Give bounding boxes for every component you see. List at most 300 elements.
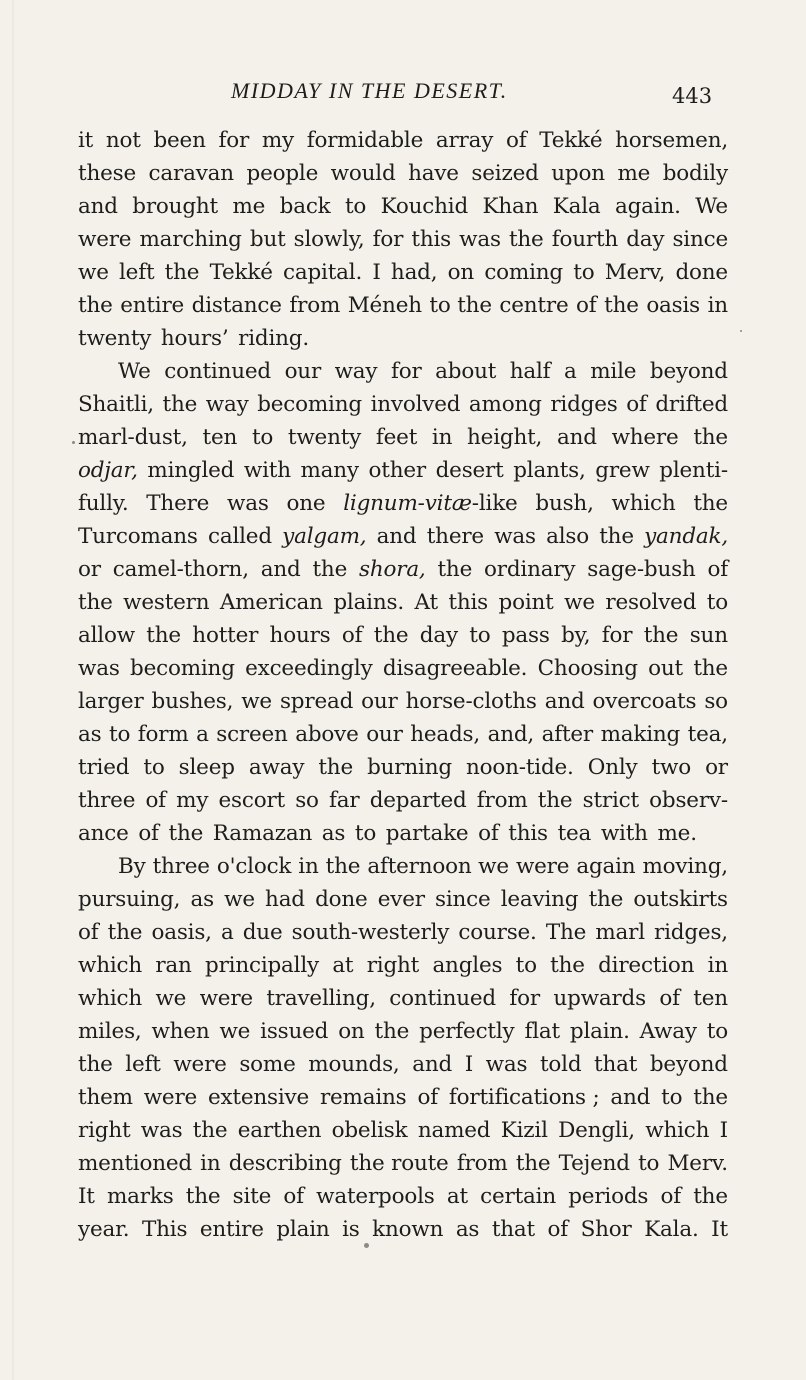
page-header <box>0 78 806 112</box>
word: people <box>246 161 319 186</box>
text-line <box>78 619 728 652</box>
word: this <box>411 227 452 252</box>
word: By <box>118 854 146 879</box>
text-line <box>78 751 728 784</box>
text-line <box>78 487 728 520</box>
word: describing <box>228 1151 342 1176</box>
word: ten <box>202 425 238 450</box>
word: not <box>105 128 141 153</box>
word: hours <box>269 623 331 648</box>
word: screen <box>216 722 288 747</box>
word: We <box>695 194 728 219</box>
word: beyond <box>649 359 728 384</box>
word: we <box>241 689 272 714</box>
word: when <box>151 1019 210 1044</box>
word: the <box>192 1118 228 1143</box>
word: centre <box>499 293 569 318</box>
text-line <box>78 817 728 850</box>
word: to <box>109 722 131 747</box>
word: upon <box>551 161 605 186</box>
word: riding. <box>238 326 309 351</box>
word: far <box>329 788 360 813</box>
word: about <box>435 359 497 384</box>
word: caravan <box>148 161 234 186</box>
word: some <box>239 1052 296 1077</box>
text-line <box>78 784 728 817</box>
word: site <box>232 1184 272 1209</box>
word: to <box>573 260 595 285</box>
text-line <box>78 553 728 586</box>
word: left <box>119 260 155 285</box>
text-line <box>78 256 728 289</box>
word: told <box>539 1052 582 1077</box>
word: named <box>417 1118 491 1143</box>
word: the <box>78 590 113 615</box>
word: odjar, <box>78 458 138 483</box>
word: the <box>78 1052 113 1077</box>
word: continued <box>389 986 496 1011</box>
word: the <box>693 1184 728 1209</box>
word: three <box>78 788 136 813</box>
word: so <box>704 689 728 714</box>
word: among <box>468 392 542 417</box>
word: and <box>556 425 597 450</box>
word: in <box>707 953 728 978</box>
word: feet <box>375 425 418 450</box>
body-text <box>78 124 728 1246</box>
word: lignum-vitæ-like <box>343 491 518 516</box>
word: tea, <box>687 722 728 747</box>
word: and <box>412 1052 453 1077</box>
ink-speck <box>740 330 742 332</box>
word: twenty <box>78 326 152 351</box>
word: and <box>610 1085 651 1110</box>
word: was <box>78 656 120 681</box>
word: drifted <box>655 392 728 417</box>
word: the <box>374 1019 410 1044</box>
word: afternoon we <box>367 854 509 879</box>
word: At <box>414 590 438 615</box>
word: Kala. <box>644 1217 699 1242</box>
word: of <box>626 392 647 417</box>
word: to the <box>429 293 492 318</box>
word: I <box>719 1118 728 1143</box>
word: Away <box>639 1019 697 1044</box>
word: shora, <box>359 557 426 582</box>
word: the <box>693 656 728 681</box>
word: many <box>300 458 359 483</box>
word: hotter <box>192 623 259 648</box>
word: the route <box>349 1151 449 1176</box>
word: way <box>205 392 249 417</box>
word: that <box>594 1052 638 1077</box>
word: to <box>706 590 728 615</box>
word: the <box>693 491 728 516</box>
word: our <box>284 359 322 384</box>
word: for <box>509 986 540 1011</box>
word: ten <box>693 986 728 1011</box>
text-line <box>78 1213 728 1246</box>
word: strict <box>582 788 639 813</box>
word: at <box>332 953 354 978</box>
word: ever <box>377 887 425 912</box>
word: there <box>426 524 484 549</box>
word: Kizil <box>500 1118 548 1143</box>
word: above <box>295 722 359 747</box>
word: heads, <box>410 722 481 747</box>
word: in <box>298 854 319 879</box>
word: oasis <box>646 293 701 318</box>
word: Merv, <box>604 260 666 285</box>
page-edge-shadow <box>12 0 14 1380</box>
word: horsemen, <box>615 128 728 153</box>
text-line <box>78 586 728 619</box>
word: fortifications ; <box>448 1085 600 1110</box>
word: it <box>78 128 94 153</box>
word: also <box>546 524 589 549</box>
word: due <box>242 920 283 945</box>
word: remains <box>319 1085 407 1110</box>
word: departed <box>369 788 467 813</box>
word: the <box>437 557 473 582</box>
word: right <box>366 953 420 978</box>
word: marl <box>595 920 645 945</box>
word: overcoats <box>592 689 697 714</box>
word: Choosing <box>537 656 638 681</box>
word: left <box>125 1052 161 1077</box>
word: which <box>78 986 143 1011</box>
text-line <box>78 949 728 982</box>
text-line <box>78 982 728 1015</box>
word: to <box>354 821 377 846</box>
word: certain <box>480 1184 556 1209</box>
word: of <box>145 788 166 813</box>
word: the <box>537 788 573 813</box>
word: Kouchid <box>380 194 469 219</box>
text-line <box>78 850 728 883</box>
word: we <box>155 986 187 1011</box>
word: tried <box>78 755 130 780</box>
word: my <box>176 788 209 813</box>
text-line <box>78 685 728 718</box>
word: them <box>78 1085 133 1110</box>
word: capital. <box>283 260 363 285</box>
text-line <box>78 388 728 421</box>
word: this <box>508 821 548 846</box>
word: Ramazan <box>212 821 313 846</box>
word: or <box>78 557 101 582</box>
word: to <box>706 1019 728 1044</box>
word: Shor <box>580 1217 632 1242</box>
word: and <box>78 194 118 219</box>
word: larger <box>78 689 144 714</box>
word: done <box>675 260 728 285</box>
word: travelling, <box>266 986 376 1011</box>
word: bush, <box>535 491 594 516</box>
word: leaving <box>500 887 579 912</box>
word: in <box>707 293 728 318</box>
word: principally <box>205 953 319 978</box>
word: year. <box>78 1217 130 1242</box>
word: western <box>123 590 210 615</box>
word: for <box>372 227 404 252</box>
word: desert <box>435 458 504 483</box>
word: sun <box>689 623 728 648</box>
word: the <box>312 557 348 582</box>
word: my <box>261 128 294 153</box>
word: me <box>617 161 651 186</box>
word: angles <box>432 953 503 978</box>
word: and <box>544 689 585 714</box>
word: Kala <box>552 194 601 219</box>
word: out <box>648 656 683 681</box>
ink-speck <box>72 441 75 444</box>
word: way <box>334 359 378 384</box>
word: by, <box>561 623 591 648</box>
word: allow <box>78 623 135 648</box>
text-line <box>78 1114 728 1147</box>
word: ridges, <box>654 920 728 945</box>
word: The <box>545 920 587 945</box>
word: since <box>672 227 728 252</box>
word: outskirts <box>633 887 728 912</box>
word: marks <box>106 1184 174 1209</box>
word: the <box>325 854 361 879</box>
word: plain <box>276 1217 330 1242</box>
word: would <box>330 161 396 186</box>
word: ridges <box>550 392 618 417</box>
word: of <box>659 986 680 1011</box>
text-line <box>78 322 728 355</box>
word: from <box>456 1151 508 1176</box>
word: half <box>509 359 551 384</box>
word: resolved <box>605 590 697 615</box>
text-line <box>78 1081 728 1114</box>
word: and <box>260 557 301 582</box>
word: I <box>464 1052 473 1077</box>
word: marl-dust, <box>78 425 188 450</box>
word: ordinary <box>484 557 576 582</box>
word: issued <box>260 1019 329 1044</box>
word: of <box>707 557 728 582</box>
word: so <box>295 788 319 813</box>
word: disagreeable. <box>382 656 528 681</box>
word: had, <box>390 260 438 285</box>
word: to <box>638 1151 660 1176</box>
word: of <box>341 623 363 648</box>
word: as <box>321 821 346 846</box>
word: on <box>447 260 475 285</box>
word: to <box>251 425 274 450</box>
word: Tejend <box>558 1151 630 1176</box>
word: have <box>408 161 459 186</box>
word: It <box>711 1217 728 1242</box>
word: at <box>446 1184 468 1209</box>
word: moving, <box>642 854 728 879</box>
word: mile <box>590 359 637 384</box>
text-line <box>78 421 728 454</box>
word: extensive <box>207 1085 310 1110</box>
word: the <box>508 227 544 252</box>
word: camel-thorn, <box>112 557 249 582</box>
word: the <box>107 920 143 945</box>
word: called <box>208 524 272 549</box>
word: a <box>220 920 234 945</box>
word: of <box>417 1085 438 1110</box>
word: horse-cloths <box>405 689 537 714</box>
word: which <box>645 1118 710 1143</box>
text-line <box>78 1048 728 1081</box>
page-number: 443 <box>672 84 713 108</box>
text-line <box>78 718 728 751</box>
word: escort <box>218 788 285 813</box>
text-line <box>78 520 728 553</box>
word: twenty <box>287 425 362 450</box>
word: miles, <box>78 1019 142 1044</box>
word: had <box>265 887 305 912</box>
text-line <box>78 454 728 487</box>
word: as <box>455 1217 480 1242</box>
word: observ- <box>649 788 728 813</box>
word: becoming <box>130 656 235 681</box>
word: done <box>315 887 368 912</box>
word: sage-bush <box>587 557 696 582</box>
word: form <box>137 722 189 747</box>
word: fully. <box>78 491 129 516</box>
text-line <box>78 124 728 157</box>
word: a <box>564 359 577 384</box>
word: our <box>366 722 403 747</box>
word: with <box>600 821 648 846</box>
word: the <box>162 392 198 417</box>
word: periods <box>568 1184 649 1209</box>
text-line <box>78 289 728 322</box>
word: to <box>344 194 367 219</box>
text-line <box>78 1147 728 1180</box>
text-line <box>78 916 728 949</box>
ink-speck <box>364 1243 369 1248</box>
word: American <box>219 590 323 615</box>
word: of <box>283 1184 304 1209</box>
word: the <box>604 293 639 318</box>
word: where <box>611 425 679 450</box>
word: in <box>431 425 453 450</box>
word: been <box>153 128 206 153</box>
word: course. <box>458 920 537 945</box>
word: There <box>146 491 210 516</box>
word: tea <box>557 821 592 846</box>
word: was <box>227 491 269 516</box>
word: becoming <box>257 392 362 417</box>
word: the <box>373 623 409 648</box>
word: marching <box>139 227 242 252</box>
word: known <box>372 1217 444 1242</box>
word: day <box>626 227 665 252</box>
word: the <box>643 623 679 648</box>
word: were <box>173 1052 227 1077</box>
word: and, <box>487 722 535 747</box>
word: to <box>515 953 537 978</box>
word: oasis, <box>151 920 212 945</box>
word: the <box>693 425 728 450</box>
word: seized <box>471 161 539 186</box>
word: is <box>342 1217 360 1242</box>
word: upwards <box>553 986 646 1011</box>
word: continued <box>164 359 271 384</box>
word: for <box>218 128 250 153</box>
word: formidable <box>306 128 424 153</box>
word: obelisk <box>331 1118 408 1143</box>
word: in <box>200 1151 221 1176</box>
word: the <box>185 1184 221 1209</box>
word: this <box>448 590 489 615</box>
word: me <box>232 194 266 219</box>
word: from <box>476 788 528 813</box>
word: after <box>541 722 594 747</box>
word: the <box>78 293 113 318</box>
word: fourth <box>551 227 619 252</box>
word: flat <box>524 1019 560 1044</box>
word: grew <box>595 458 650 483</box>
word: mounds, <box>308 1052 400 1077</box>
word: o'clock <box>216 854 292 879</box>
text-line <box>78 652 728 685</box>
word: we <box>564 590 595 615</box>
word: Khan <box>482 194 539 219</box>
word: which <box>78 953 143 978</box>
word: entire <box>199 1217 264 1242</box>
word: for <box>390 359 422 384</box>
word: Only <box>587 755 638 780</box>
word: of <box>478 821 499 846</box>
word: of <box>547 1217 569 1242</box>
word: of <box>505 128 527 153</box>
word: the <box>318 755 353 780</box>
word: were <box>199 986 253 1011</box>
word: height, <box>467 425 543 450</box>
word: Méneh <box>347 293 422 318</box>
word: pass <box>501 623 550 648</box>
word: yandak, <box>644 524 728 549</box>
word: was <box>140 1118 183 1143</box>
word: was <box>459 227 501 252</box>
word: that <box>491 1217 535 1242</box>
word: hours’ <box>160 326 229 351</box>
word: point <box>498 590 554 615</box>
word: It <box>78 1184 95 1209</box>
word: of <box>78 920 99 945</box>
word: to <box>661 1085 683 1110</box>
word: but <box>249 227 286 252</box>
word: to <box>143 755 165 780</box>
running-head: MIDDAY IN THE DESERT. <box>231 78 508 103</box>
word: mentioned <box>78 1151 192 1176</box>
word: array <box>435 128 494 153</box>
text-line <box>78 1180 728 1213</box>
word: right <box>78 1118 131 1143</box>
word: the <box>168 821 204 846</box>
word: plain. <box>569 1019 630 1044</box>
word: were <box>143 1085 198 1110</box>
word: Shaitli, <box>78 392 154 417</box>
word: Merv. <box>667 1151 728 1176</box>
word: two <box>651 755 691 780</box>
word: mingled <box>147 458 235 483</box>
word: we <box>224 887 255 912</box>
text-line <box>78 1015 728 1048</box>
word: were <box>515 854 570 879</box>
word: plains. <box>333 590 404 615</box>
